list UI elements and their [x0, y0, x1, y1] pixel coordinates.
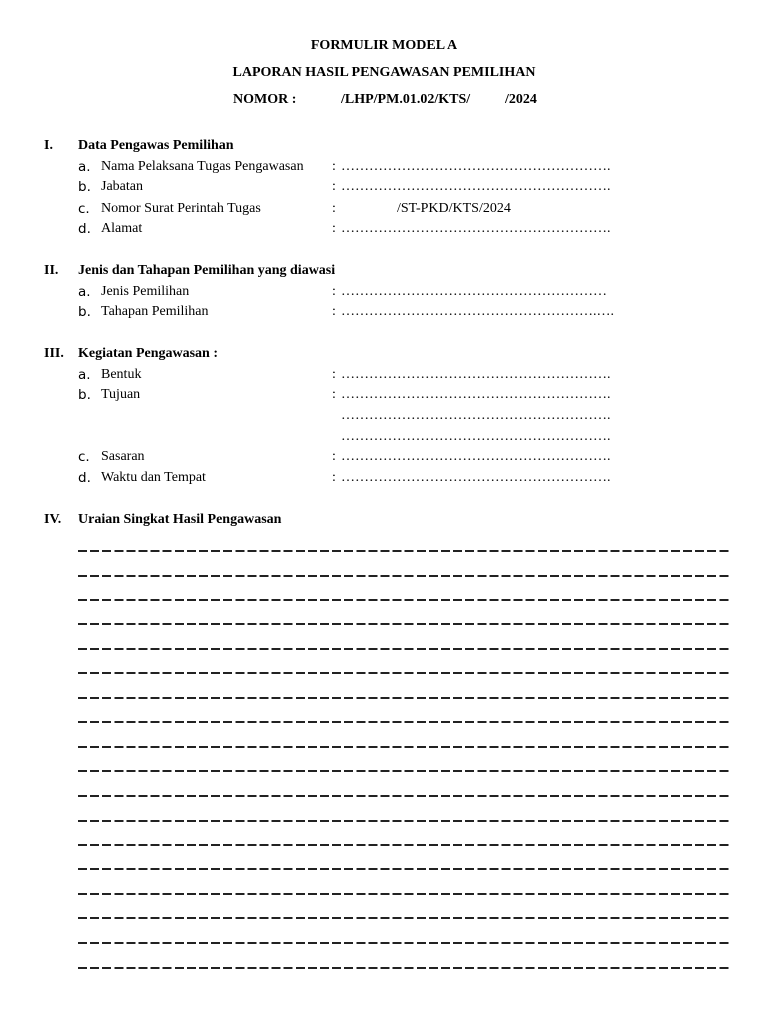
- section-title: Data Pengawas Pemilihan: [78, 138, 234, 153]
- item-letter: d.: [78, 470, 91, 486]
- field-value-continuation[interactable]: ………………………………………………….: [341, 429, 611, 444]
- form-row: [0, 469, 768, 489]
- field-value[interactable]: /ST-PKD/KTS/2024: [397, 201, 511, 216]
- writing-line[interactable]: [78, 746, 730, 748]
- writing-line[interactable]: [78, 648, 730, 650]
- field-label: Waktu dan Tempat: [101, 470, 206, 485]
- field-label: Jenis Pemilihan: [101, 284, 190, 299]
- field-label: Bentuk: [101, 367, 142, 382]
- item-letter: c.: [78, 201, 90, 217]
- form-row: [0, 448, 768, 468]
- item-letter: a.: [78, 284, 91, 300]
- section-number: I.: [44, 138, 53, 153]
- section-title: Kegiatan Pengawasan :: [78, 346, 218, 361]
- item-letter: b.: [78, 387, 91, 403]
- form-row: [0, 366, 768, 386]
- writing-line[interactable]: [78, 868, 730, 870]
- section-number: IV.: [44, 512, 62, 527]
- section-title: Uraian Singkat Hasil Pengawasan: [78, 512, 282, 527]
- field-value[interactable]: ………………………………………………….: [341, 449, 611, 464]
- writing-line[interactable]: [78, 942, 730, 944]
- field-colon: :: [332, 387, 336, 402]
- writing-line[interactable]: [78, 697, 730, 699]
- item-letter: b.: [78, 304, 91, 320]
- section-title: Jenis dan Tahapan Pemilihan yang diawasi: [78, 263, 336, 278]
- field-colon: :: [332, 367, 336, 382]
- field-colon: :: [332, 179, 336, 194]
- nomor-year: /2024: [505, 92, 537, 107]
- form-row: [0, 200, 768, 220]
- field-value[interactable]: ………………………………………………….: [341, 179, 611, 194]
- field-value[interactable]: …………………………………………………: [341, 284, 607, 299]
- field-value[interactable]: ………………………………………………….: [341, 470, 611, 485]
- field-label: Alamat: [101, 221, 143, 236]
- form-row-continuation: [0, 428, 768, 448]
- field-colon: :: [332, 449, 336, 464]
- nomor-code: /LHP/PM.01.02/KTS/: [341, 92, 471, 107]
- field-label: Jabatan: [101, 179, 143, 194]
- writing-line[interactable]: [78, 917, 730, 919]
- form-row: [0, 303, 768, 323]
- field-label: Nama Pelaksana Tugas Pengawasan: [101, 159, 304, 174]
- field-value[interactable]: ………………………………………………….: [341, 159, 611, 174]
- item-letter: a.: [78, 159, 91, 175]
- writing-line[interactable]: [78, 967, 730, 969]
- form-row: [0, 220, 768, 240]
- writing-line[interactable]: [78, 575, 730, 577]
- writing-line[interactable]: [78, 672, 730, 674]
- writing-line[interactable]: [78, 721, 730, 723]
- field-value[interactable]: ……………………………………………….….: [341, 304, 614, 319]
- writing-line[interactable]: [78, 770, 730, 772]
- writing-line[interactable]: [78, 820, 730, 822]
- field-colon: :: [332, 159, 336, 174]
- item-letter: c.: [78, 449, 90, 465]
- item-letter: a.: [78, 367, 91, 383]
- field-label: Tujuan: [101, 387, 141, 402]
- writing-line[interactable]: [78, 795, 730, 797]
- form-row: [0, 386, 768, 406]
- writing-line[interactable]: [78, 893, 730, 895]
- field-colon: :: [332, 470, 336, 485]
- writing-line[interactable]: [78, 623, 730, 625]
- field-value[interactable]: ………………………………………………….: [341, 221, 611, 236]
- form-title: FORMULIR MODEL A: [310, 38, 458, 53]
- nomor-label: NOMOR :: [233, 92, 297, 107]
- form-row: [0, 158, 768, 178]
- item-letter: d.: [78, 221, 91, 237]
- field-label: Tahapan Pemilihan: [101, 304, 209, 319]
- form-row: [0, 178, 768, 198]
- field-colon: :: [332, 304, 336, 319]
- section-number: II.: [44, 263, 59, 278]
- field-label: Nomor Surat Perintah Tugas: [101, 201, 261, 216]
- field-value[interactable]: ………………………………………………….: [341, 387, 611, 402]
- field-label: Sasaran: [101, 449, 145, 464]
- field-value[interactable]: ………………………………………………….: [341, 367, 611, 382]
- field-value-continuation[interactable]: ………………………………………………….: [341, 408, 611, 423]
- section-number: III.: [44, 346, 64, 361]
- form-row: [0, 283, 768, 303]
- field-colon: :: [332, 201, 336, 216]
- field-colon: :: [332, 284, 336, 299]
- form-subtitle: LAPORAN HASIL PENGAWASAN PEMILIHAN: [232, 65, 536, 80]
- writing-line[interactable]: [78, 599, 730, 601]
- writing-line[interactable]: [78, 550, 730, 552]
- item-letter: b.: [78, 179, 91, 195]
- field-colon: :: [332, 221, 336, 236]
- writing-line[interactable]: [78, 844, 730, 846]
- form-row-continuation: [0, 407, 768, 427]
